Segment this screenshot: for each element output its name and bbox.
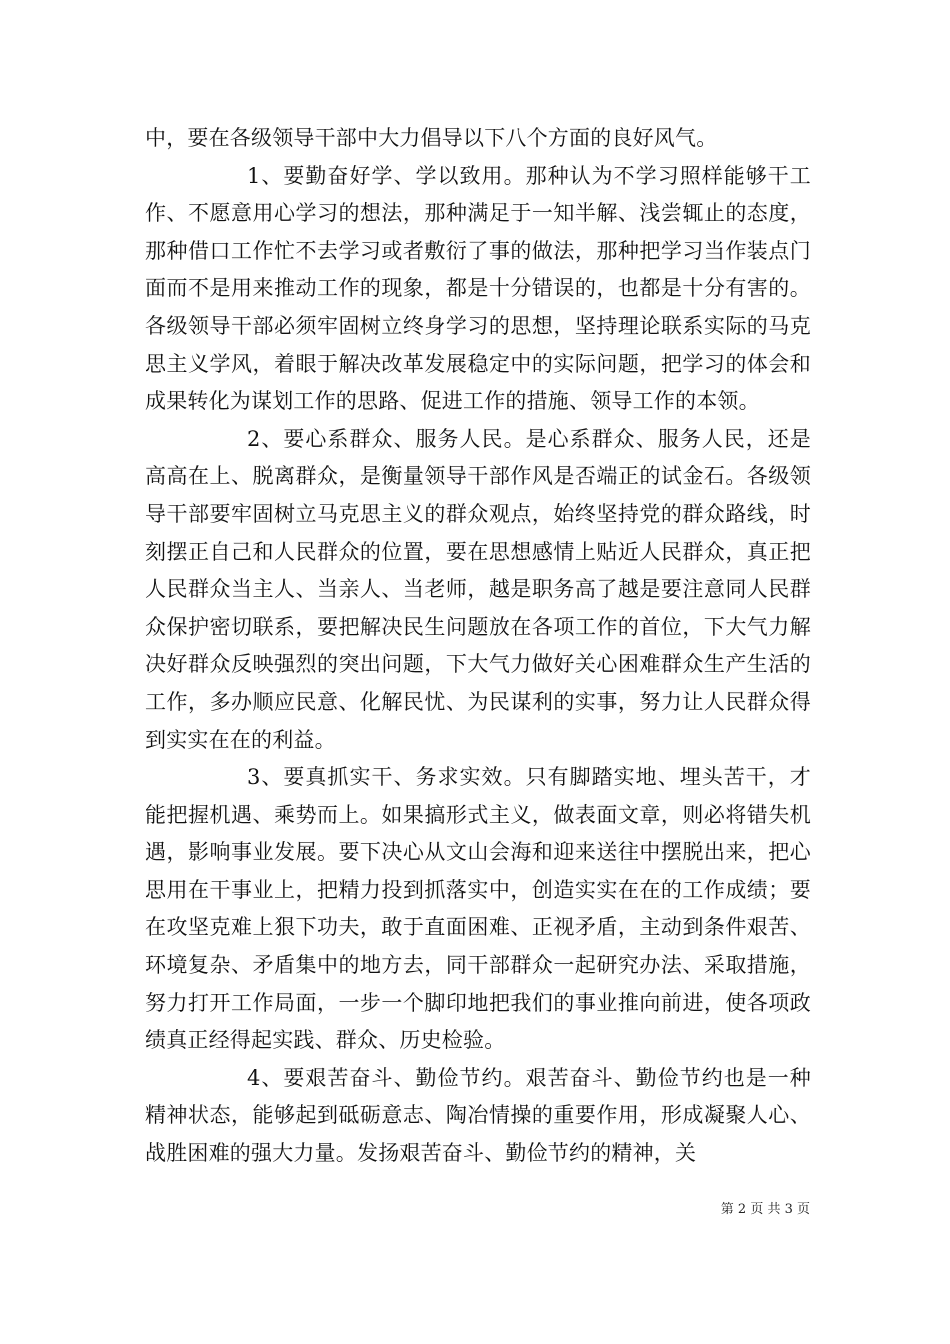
document-body [145, 120, 811, 1173]
page-number-footer: 第 2 页 共 3 页 [720, 1202, 810, 1217]
paragraph-item-4: 4、要艰苦奋斗、勤俭节约。艰苦奋斗、勤俭节约也是一种精神状态，能够起到砥砺意志、陶冶情操的重要作用，形成凝聚人心、战胜困难的强大力量。发扬艰苦奋斗、勤俭节约的精神，关 [145, 1065, 811, 1166]
paragraph-item-1: 1、要勤奋好学、学以致用。那种认为不学习照样能够干工作、不愿意用心学习的想法，那种满足于一知半解、浅尝辄止的态度，那种借口工作忙不去学习或者敷衍了事的做法，那种把学习当作装点门面而不是用来推动工作的现象，都是十分错误的，也都是十分有害的。各级领导干部必须牢固树立终身学习的思想，坚持理论联系实际的马克思主义学风，着眼于解决改革发展稳定中的实际问题，把学习的体会和成果转化为谋划工作的思路、促进工作的措施、领导工作的本领。 [145, 163, 811, 414]
paragraph-item-3: 3、要真抓实干、务求实效。只有脚踏实地、埋头苦干，才能把握机遇、乘势而上。如果搞形式主义，做表面文章，则必将错失机遇，影响事业发展。要下决心从文山会海和迎来送往中摆脱出来，把心思用在干事业上，把精力投到抓落实中，创造实实在在的工作成绩；要在攻坚克难上狠下功夫，敢于直面困难、正视矛盾，主动到条件艰苦、环境复杂、矛盾集中的地方去，同干部群众一起研究办法、采取措施，努力打开工作局面，一步一个脚印地把我们的事业推向前进，使各项政绩真正经得起实践、群众、历史检验。 [145, 765, 811, 1053]
paragraph-continuation: 中，要在各级领导干部中大力倡导以下八个方面的良好风气。 [145, 126, 718, 150]
paragraph-item-2: 2、要心系群众、服务人民。是心系群众、服务人民，还是高高在上、脱离群众，是衡量领导干部作风是否端正的试金石。各级领导干部要牢固树立马克思主义的群众观点，始终坚持党的群众路线，时刻摆正自己和人民群众的位置，要在思想感情上贴近人民群众，真正把人民群众当主人、当亲人、当老师，越是职务高了越是要注意同人民群众保护密切联系，要把解决民生问题放在各项工作的首位，下大气力解决好群众反映强烈的突出问题，下大气力做好关心困难群众生产生活的工作，多办顺应民意、化解民忧、为民谋利的实事，努力让人民群众得到实实在在的利益。 [145, 426, 811, 752]
